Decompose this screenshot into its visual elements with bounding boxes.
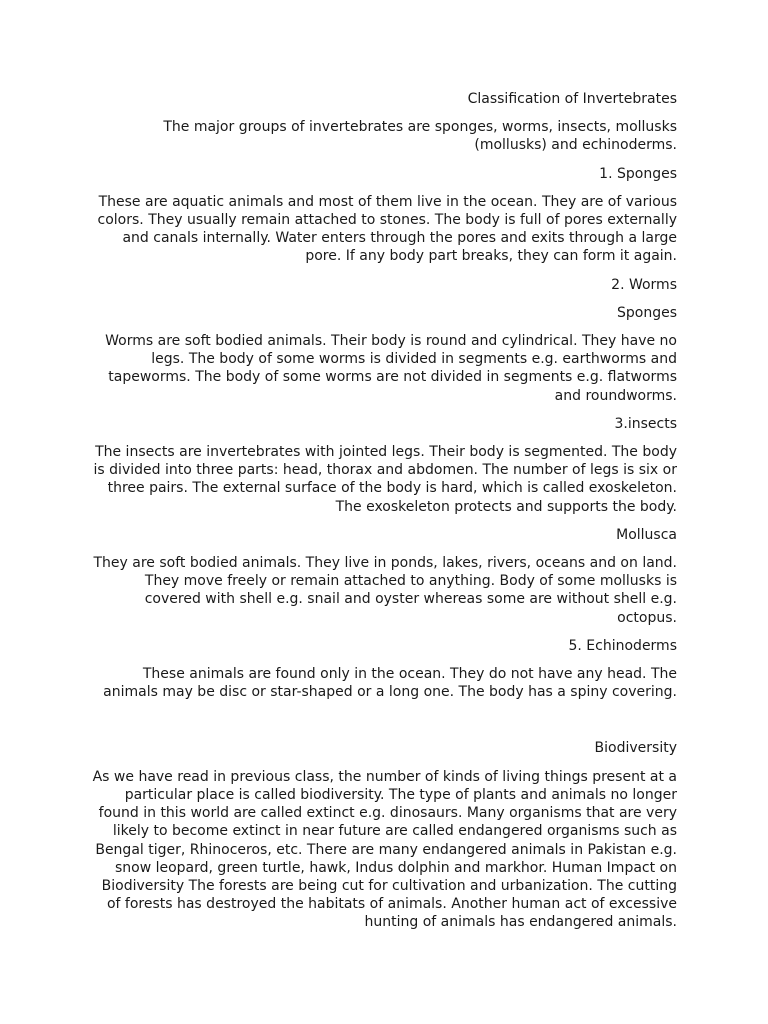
section-heading-insects: 3.insects — [614, 415, 677, 432]
section-heading-mollusca: Mollusca — [616, 526, 677, 543]
section-subheading-worms: Sponges — [616, 304, 677, 321]
section-body-echinoderms: These animals are found only in the ocean. They do not have any head. The animals may be disc or star-shaped or a long one. The body has a spiny covering. — [103, 666, 677, 701]
intro-paragraph: The major groups of invertebrates are sponges, worms, insects, mollusks (mollusks) and echinoderms. — [163, 119, 677, 154]
section-heading-echinoderms: 5. Echinoderms — [568, 637, 677, 654]
section-body-worms: Worms are soft bodied animals. Their body is round and cylindrical. They have no legs. The body of some worms is divided in segments e.g. earthworms and tapeworms. The body of some worms are not divided in segments e.g. flatworms and roundworms. — [105, 333, 677, 404]
document-title: Classification of Invertebrates — [467, 91, 677, 107]
section-body-sponges: These are aquatic animals and most of them live in the ocean. They are of various colors. They usually remain attached to stones. The body is full of pores externally and canals internally. Water enters through the pores and exits through a large pore. If any body part breaks, they can form it again. — [97, 193, 677, 265]
section-body-mollusca: They are soft bodied animals. They live in ponds, lakes, rivers, oceans and on land. They move freely or remain attached to anything. Body of some mollusks is covered with shell e.g. snail and oyster whereas some are without shell e.g. octopus. — [93, 555, 677, 626]
document-page — [90, 90, 677, 942]
section-heading-biodiversity: Biodiversity — [594, 740, 677, 757]
section-body-biodiversity: As we have read in previous class, the number of kinds of living things present at a particular place is called biodiversity. The type of plants and animals no longer found in this world are called extinct e.g. dinosaurs. Many organisms that are very likely to become extinct in near future are called endangered organisms such as Bengal tiger, Rhinoceros, etc. There are many endangered animals in Pakistan e.g. snow leopard, green turtle, hawk, Indus dolphin and markhor. Human Impact on Biodiversity The forests are being cut for cultivation and urbanization. The cutting of forests has destroyed the habitats of animals. Another human act of excessive hunting of animals has endangered animals. — [92, 768, 677, 931]
section-heading-worms: 2. Worms — [611, 276, 677, 293]
section-heading-sponges: 1. Sponges — [599, 165, 677, 182]
section-body-insects: The insects are invertebrates with jointed legs. Their body is segmented. The body is divided into three parts: head, thorax and abdomen. The number of legs is six or three pairs. The external surface of the body is hard, which is called exoskeleton. The exoskeleton protects and supports the body. — [93, 444, 677, 515]
